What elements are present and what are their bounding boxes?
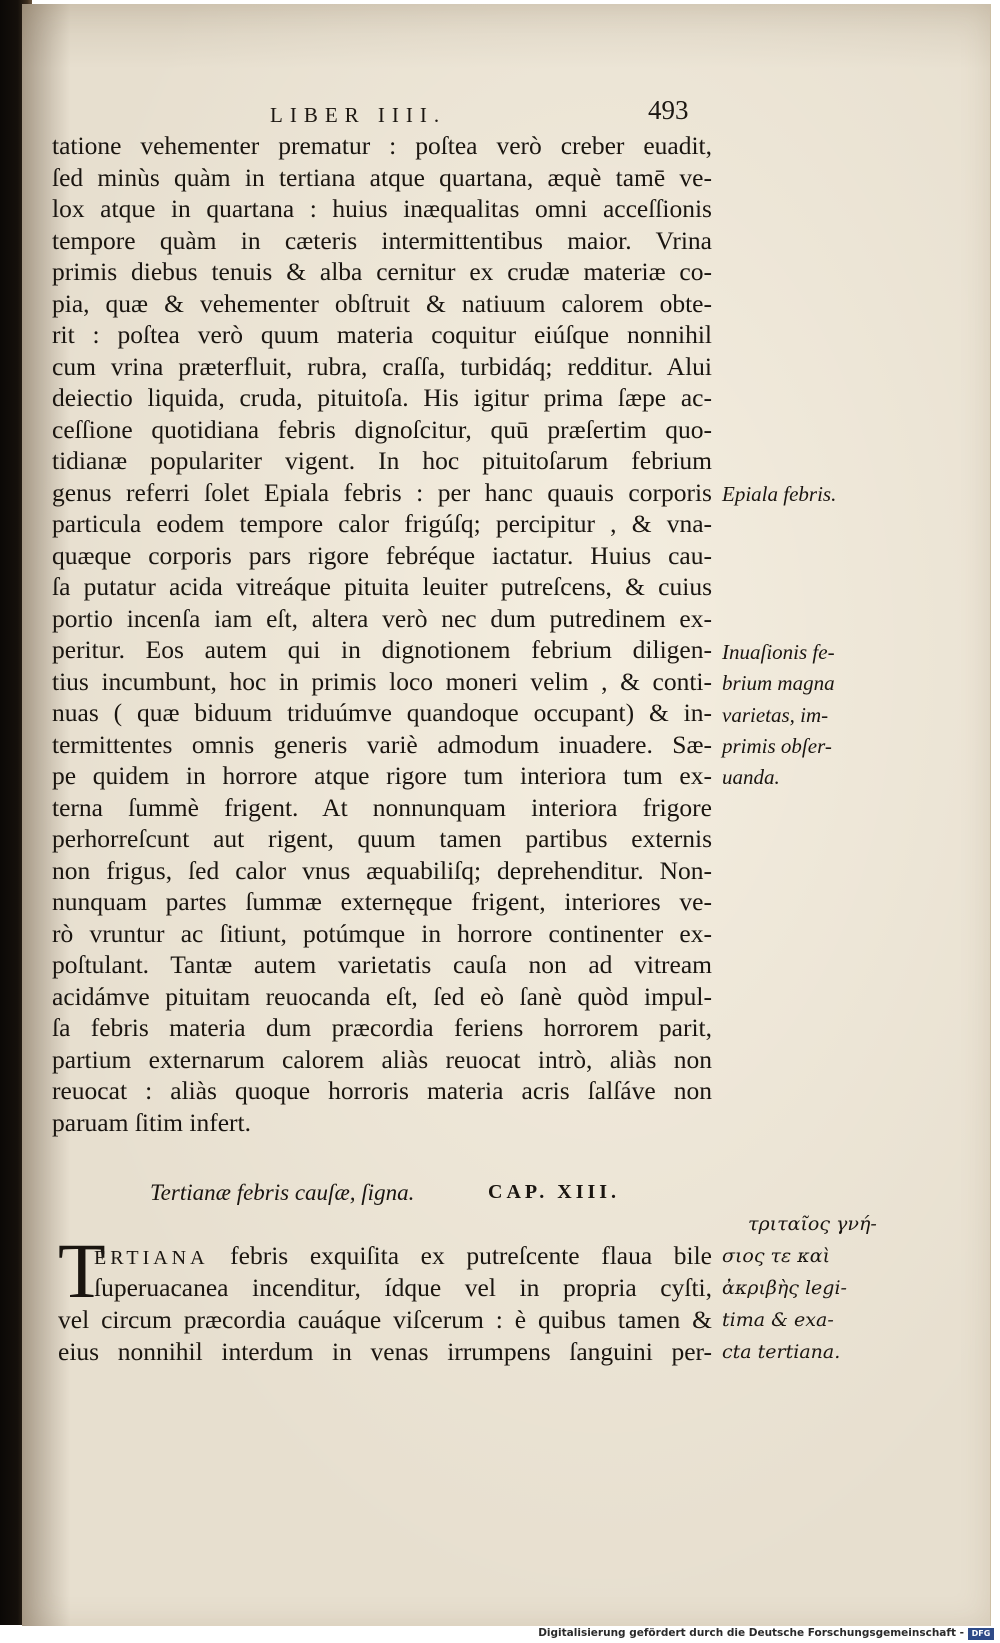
text-line: primis diebus tenuis & alba cernitur ex crudæ materiæ co- bbox=[52, 257, 712, 286]
text-line: termittentes omnis generis variè admodum inuadere. Sæ- bbox=[52, 729, 712, 759]
margin-note-line: σιος τε καὶ bbox=[722, 1245, 831, 1267]
chapter-text-block bbox=[58, 1227, 713, 1368]
text-line: partium externarum calorem aliàs reuocat intrò, aliàs non bbox=[52, 1044, 712, 1074]
drop-cap: T bbox=[58, 1227, 106, 1314]
text-line: pia, quæ & vehementer obſtruit & natiuum calorem obte- bbox=[52, 288, 712, 318]
chapter-number: CAP. XIII. bbox=[488, 1181, 621, 1203]
text-line: nuas ( quæ biduum triduúmve quandoque occupant) & in- bbox=[52, 698, 712, 727]
chapter-subject: Tertianæ febris cauſæ, ſigna. bbox=[150, 1180, 415, 1205]
margin-note-line: primis obſer- bbox=[722, 734, 832, 758]
funding-credit: Digitalisierung gefördert durch die Deutsche Forschungsgemeinschaft - bbox=[538, 1627, 964, 1639]
text-line: perhorreſcunt aut rigent, quum tamen partibus externis bbox=[52, 824, 712, 853]
page-number: 493 bbox=[648, 95, 689, 125]
margin-note-line: varietas, im- bbox=[722, 703, 829, 727]
text-line: acidámve pituitam reuocanda eſt, ſed eò ſanè quòd impul- bbox=[52, 981, 712, 1011]
text-line: ceſſione quotidiana febris dignoſcitur, quū præſertim quo- bbox=[52, 414, 712, 444]
text-line: genus referri ſolet Epiala febris : per hanc quauis corporis bbox=[52, 477, 712, 507]
text-line: peritur. Eos autem qui in dignotionem febrium diligen- bbox=[52, 635, 712, 664]
margin-note-line: Inuaſionis fe- bbox=[722, 640, 835, 664]
text-line: nunquam partes ſummæ externęque frigent, interiores ve- bbox=[52, 887, 712, 916]
text-line: tatione vehementer prematur : poſtea verò creber euadit, bbox=[52, 131, 712, 160]
margin-note-epiala: Epiala febris. bbox=[722, 482, 837, 506]
text-line: cum vrina præterfluit, rubra, craſſa, turbidáq; redditur. Alui bbox=[52, 351, 712, 381]
text-line: tidianæ populariter vigent. In hoc pituitoſarum febrium bbox=[52, 446, 712, 475]
text-line: rit : poſtea verò quum materia coquitur eiúſque nonnihil bbox=[52, 320, 712, 349]
text-line: eius nonnihil interdum in venas irrumpens ſanguini per- bbox=[58, 1337, 712, 1366]
first-word: ERTIANA bbox=[94, 1247, 209, 1269]
margin-note-line: uanda. bbox=[722, 765, 780, 789]
text-line: vel circum præcordia cauáque viſcerum : è quibus tamen & bbox=[58, 1305, 712, 1334]
digitization-footer bbox=[0, 1626, 1000, 1643]
text-line: portio incenſa iam eſt, altera verò nec dum putredinem ex- bbox=[52, 603, 712, 633]
text-line: ſa putatur acida vitreáque pituita leuiter putreſcens, & cuius bbox=[52, 572, 712, 601]
dfg-logo: DFG bbox=[968, 1628, 994, 1640]
text-fragment: febris exquiſita ex putreſcente flaua bile bbox=[230, 1241, 713, 1270]
text-line: terna ſummè frigent. At nonnunquam interiora frigore bbox=[52, 792, 712, 822]
text-line: ſed minùs quàm in tertiana atque quartana, æquè tamē ve- bbox=[52, 162, 712, 192]
text-line: tius incumbunt, hoc in primis loco moneri velim , & conti- bbox=[52, 666, 712, 696]
margin-note-line: brium magna bbox=[722, 671, 835, 695]
text-line: tempore quàm in cæteris intermittentibus maior. Vrina bbox=[52, 225, 712, 255]
text-line: reuocat : aliàs quoque horroris materia acris ſalſáve non bbox=[52, 1076, 712, 1105]
text-line bbox=[58, 1240, 712, 1272]
text-line: poſtulant. Tantæ autem varietatis cauſa non ad vitream bbox=[52, 950, 712, 979]
text-line: ſuperuacanea incenditur, ídque vel in propria cyſti, bbox=[94, 1273, 712, 1302]
margin-note-line: tima & exa- bbox=[722, 1309, 834, 1331]
text-line: lox atque in quartana : huius inæqualitas omni acceſſionis bbox=[52, 194, 712, 223]
text-line: deiectio liquida, cruda, pituitoſa. His igitur prima ſæpe ac- bbox=[52, 383, 712, 412]
text-line: non frigus, ſed calor vnus æquabiliſq; deprehenditur. Non- bbox=[52, 855, 712, 885]
text-line: pe quidem in horrore atque rigore tum interiora tum ex- bbox=[52, 761, 712, 790]
main-text-block bbox=[52, 130, 712, 1138]
running-title: LIBER IIII. bbox=[270, 103, 447, 127]
text-line: rò vruntur ac ſitiunt, potúmque in horrore continenter ex- bbox=[52, 918, 712, 948]
text-line: quæque corporis pars rigore febréque iactatur. Huius cau- bbox=[52, 540, 712, 570]
text-line: paruam ſitim infert. bbox=[52, 1107, 251, 1137]
text-line: ſa febris materia dum præcordia feriens horrorem parit, bbox=[52, 1013, 712, 1042]
running-head bbox=[0, 95, 1000, 133]
margin-note-line: τριταῖος γνή- bbox=[748, 1213, 877, 1235]
margin-note-line: cta tertiana. bbox=[722, 1341, 841, 1363]
margin-note-line: ἀκριβὴς legi- bbox=[722, 1277, 847, 1299]
text-line: particula eodem tempore calor frigúſq; percipitur , & vna- bbox=[52, 509, 712, 538]
